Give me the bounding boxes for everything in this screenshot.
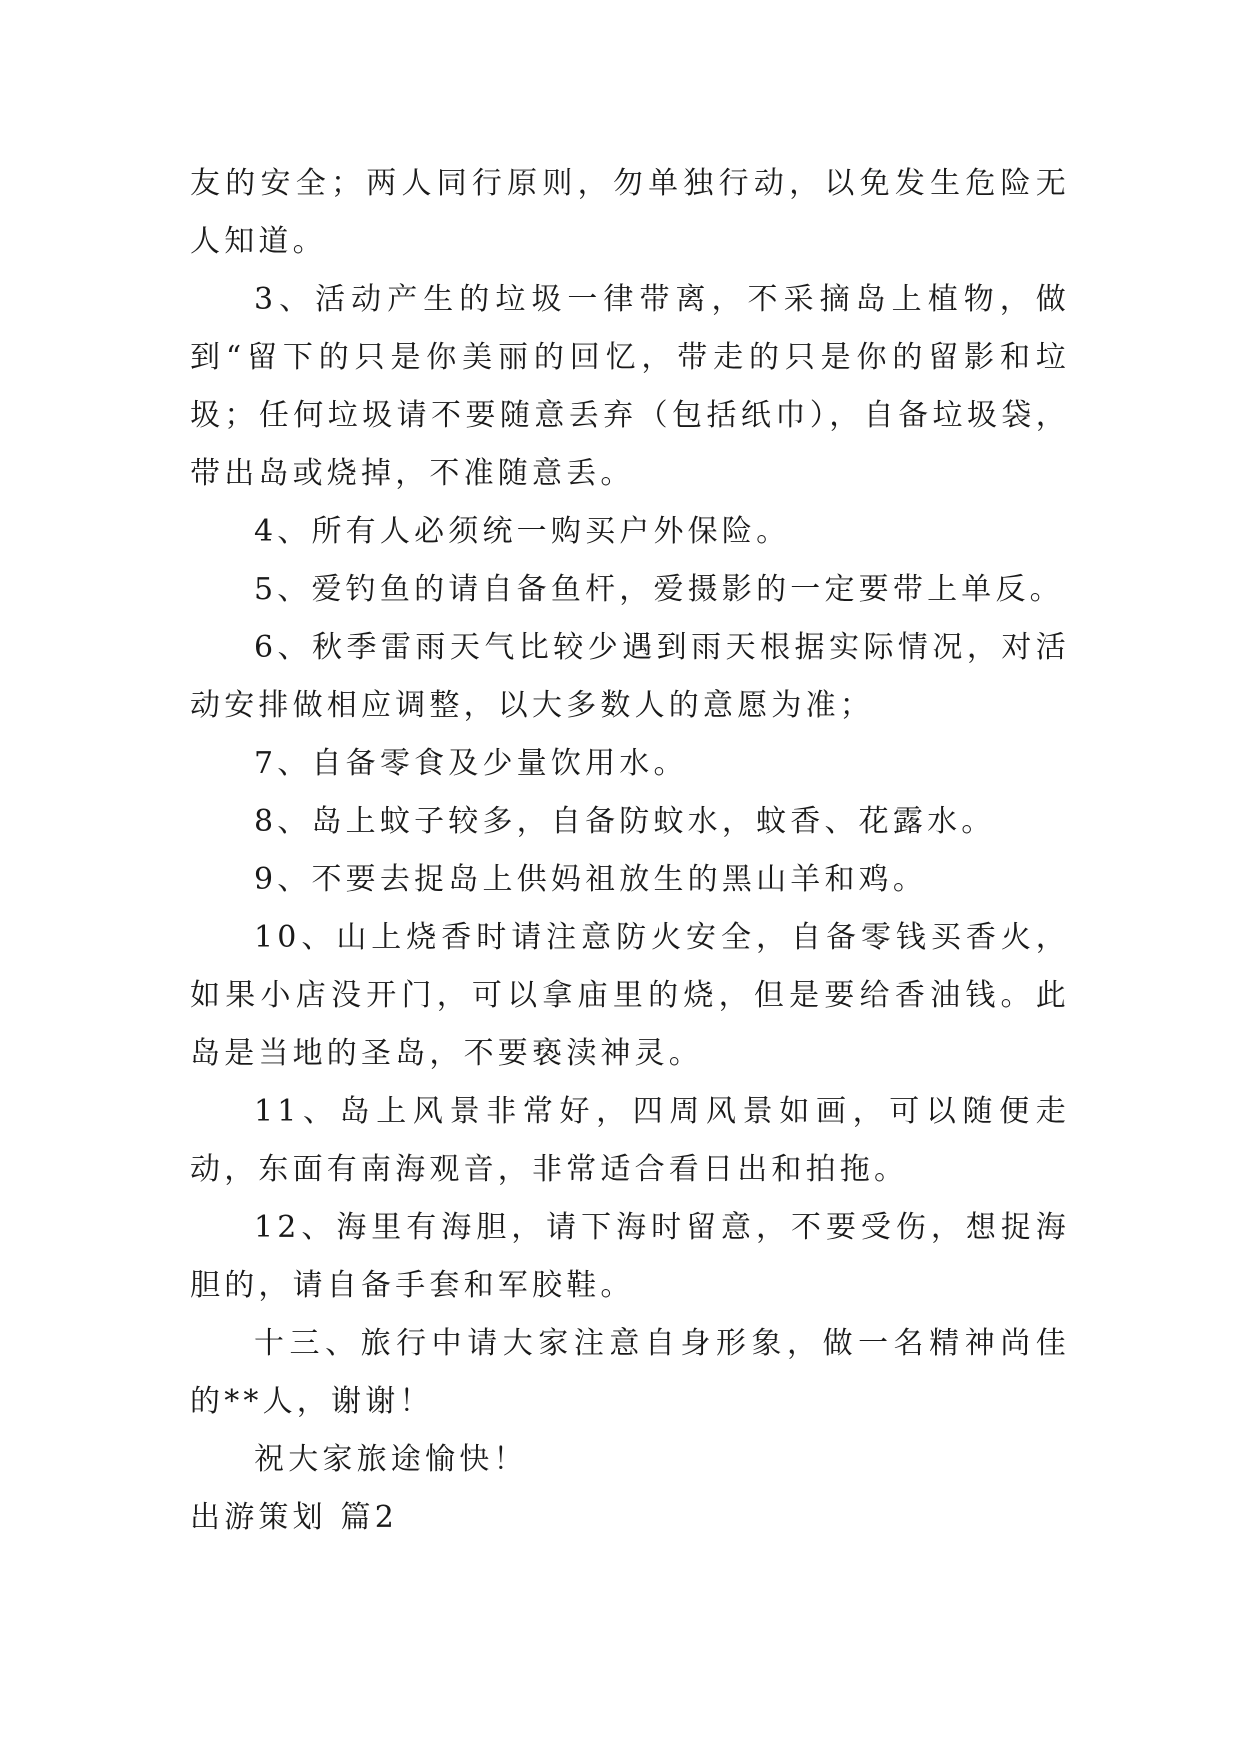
paragraph-item-10: 10、山上烧香时请注意防火安全，自备零钱买香火，如果小店没开门，可以拿庙里的烧，但是要给香油钱。此岛是当地的圣岛，不要亵渎神灵。 bbox=[190, 920, 1070, 1071]
paragraph-item-9: 9、不要去捉岛上供妈祖放生的黑山羊和鸡。 bbox=[254, 862, 928, 897]
paragraph-item-13: 十三、旅行中请大家注意自身形象，做一名精神尚佳的**人，谢谢！ bbox=[190, 1326, 1070, 1419]
closing-wish: 祝大家旅途愉快！ bbox=[254, 1442, 528, 1477]
paragraph-continuation: 友的安全；两人同行原则，勿单独行动，以免发生危险无人知道。 bbox=[190, 166, 1070, 259]
document-body bbox=[190, 155, 1070, 1547]
section-heading: 出游策划 篇2 bbox=[190, 1500, 399, 1535]
paragraph-item-6: 6、秋季雷雨天气比较少遇到雨天根据实际情况，对活动安排做相应调整，以大多数人的意愿为准； bbox=[190, 630, 1070, 723]
paragraph-item-7: 7、自备零食及少量饮用水。 bbox=[254, 746, 688, 781]
paragraph-item-8: 8、岛上蚊子较多，自备防蚊水，蚊香、花露水。 bbox=[254, 804, 996, 839]
paragraph-item-4: 4、所有人必须统一购买户外保险。 bbox=[254, 514, 791, 549]
paragraph-item-5: 5、爱钓鱼的请自备鱼杆，爱摄影的一定要带上单反。 bbox=[254, 572, 1064, 607]
paragraph-item-3: 3、活动产生的垃圾一律带离，不采摘岛上植物，做到“留下的只是你美丽的回忆，带走的只是你的留影和垃圾；任何垃圾请不要随意丢弃（包括纸巾），自备垃圾袋，带出岛或烧掉，不准随意丢。 bbox=[190, 282, 1070, 491]
paragraph-item-11: 11、岛上风景非常好，四周风景如画，可以随便走动，东面有南海观音，非常适合看日出和拍拖。 bbox=[190, 1094, 1070, 1187]
paragraph-item-12: 12、海里有海胆，请下海时留意，不要受伤，想捉海胆的，请自备手套和军胶鞋。 bbox=[190, 1210, 1070, 1303]
